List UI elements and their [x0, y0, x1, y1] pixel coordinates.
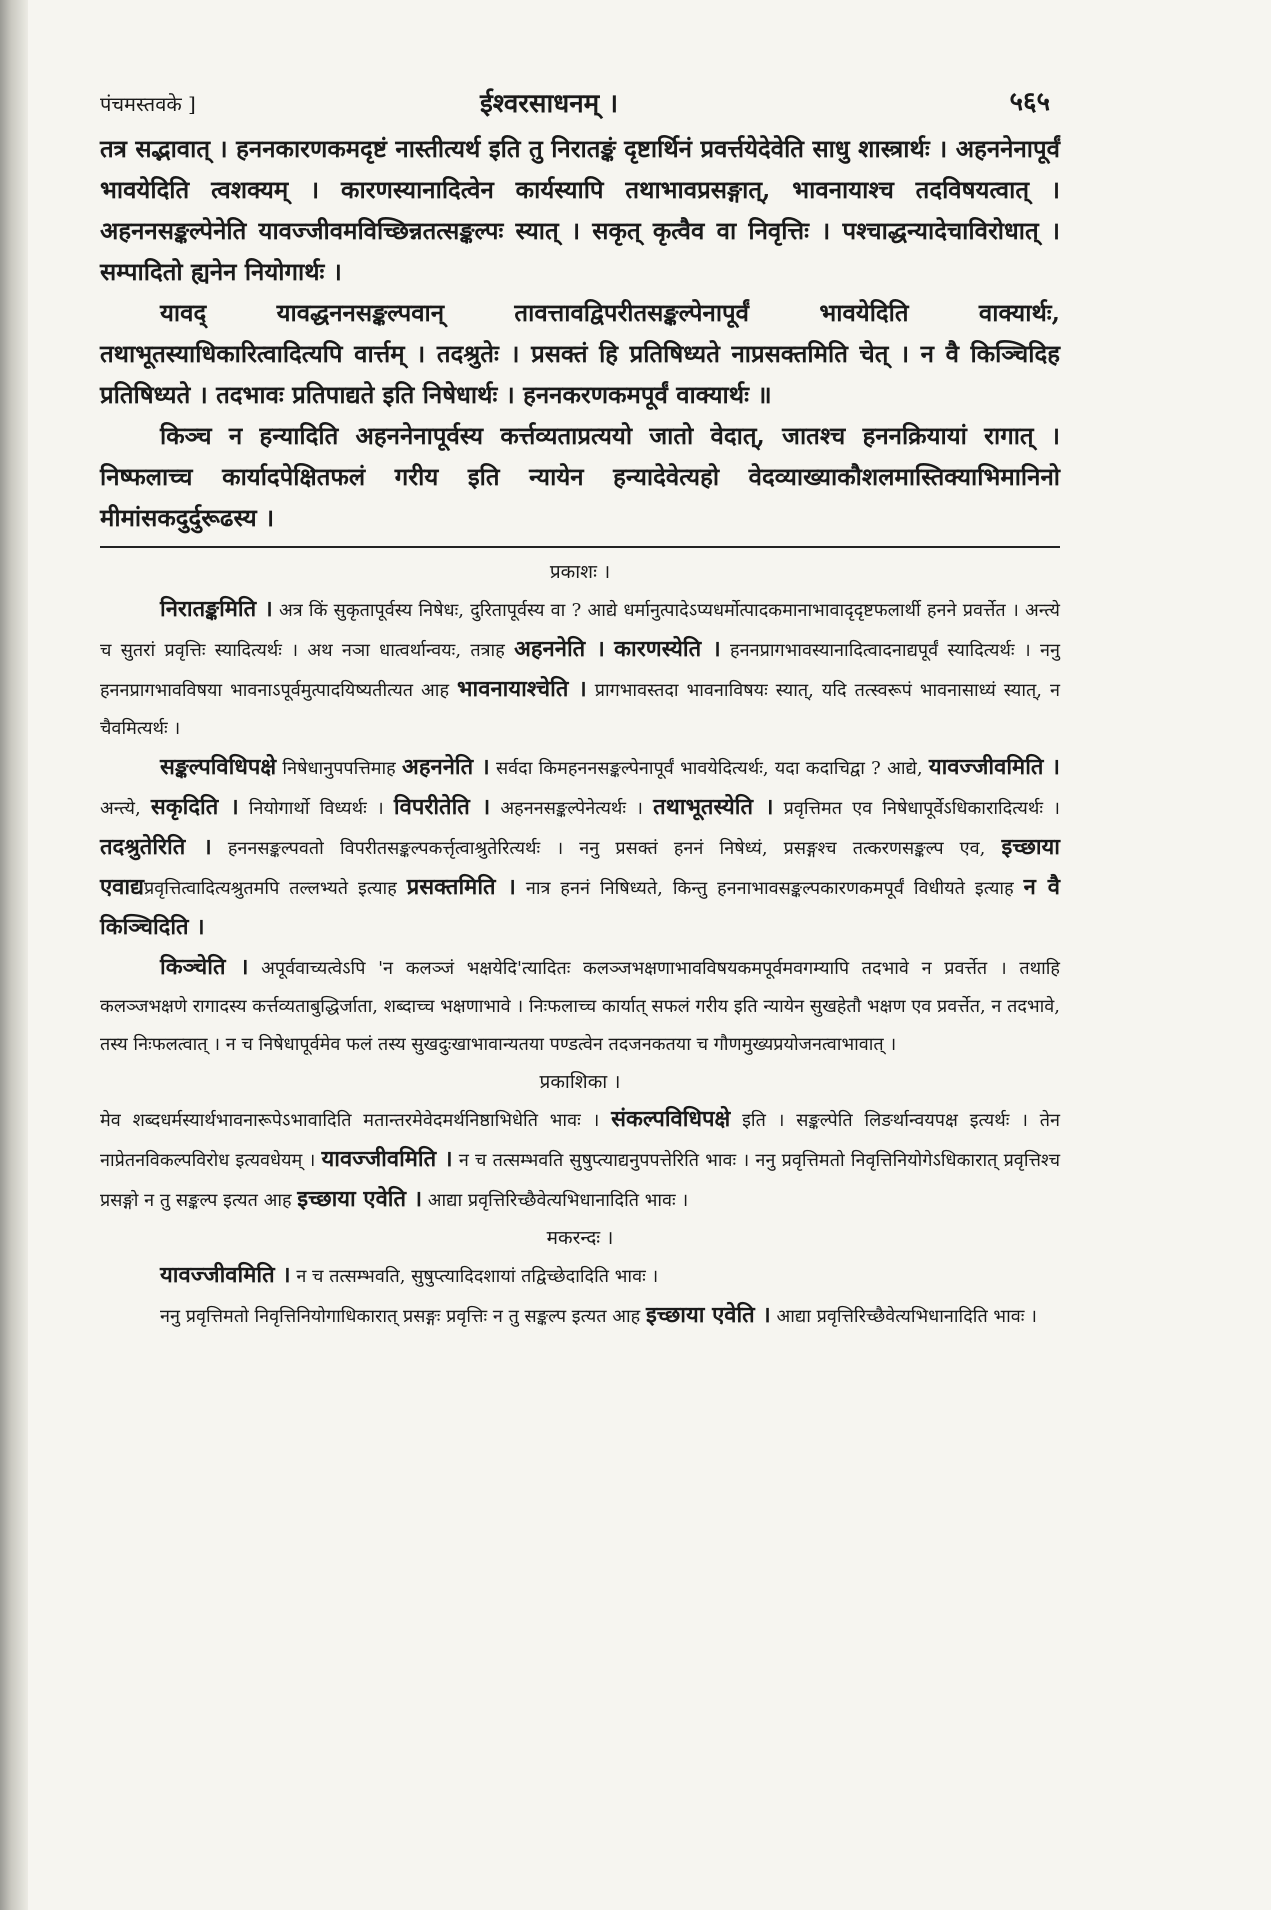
- keyword: प्रसक्तमिति ।: [406, 874, 516, 900]
- text-run: अपूर्ववाच्यत्वेऽपि 'न कलञ्जं भक्षयेदि'त्यादितः कलञ्जभक्षणाभावविषयकमपूर्वमवगम्यापि तदभावे न प्रवर्त्तेत । तथाहि कलञ्जभक्षणे रागादस्य कर्त्तव्यताबुद्धिर्जाता, शब्दाच्च भक्षणाभावे । निःफलाच्च कार्यात् सफलं गरीय इति न्यायेन सुखहेतौ भक्षण एव प्रवर्त्तेत, न तदभावे, तस्य निःफलत्वात् । न च निषेधापूर्वमेव फलं तस्य सुखदुःखाभावान्यतया पण्डत्वेन तदजनकतया च गौणमुख्यप्रयोजनत्वाभावात् ।: [100, 958, 1060, 1055]
- keyword: यावज्जीवमिति ।: [160, 1262, 291, 1288]
- text-run: प्रागभावस्तदा भावनाविषयः स्यात्, यदि तत्स्वरूपं भावनासाध्यं स्यात्, न चैवमित्यर्थः ।: [100, 680, 1060, 739]
- text-run: नात्र हननं निषिध्यते, किन्तु हननाभावसङ्कल्पकारणकमपूर्वं विधीयते इत्याह: [515, 878, 1024, 899]
- text-run: न च तत्सम्भवति, सुषुप्त्यादिदशायां तद्विच्छेदादिति भावः ।: [290, 1266, 659, 1287]
- keyword: यावज्जीवमिति ।: [928, 754, 1060, 780]
- text-run: अत्र किं सुकृतापूर्वस्य निषेधः, दुरितापूर्वस्य वा ? आद्ये धर्मानुत्पादेऽप्यधर्मोत्पादकमानाभावादृदृष्टफलार्थी हनने प्रवर्त्तेत । अन्त्ये च सुतरां प्रवृत्तिः स्यादित्यर्थः । अथ नञा धात्वर्थान्वयः, तत्राह: [100, 600, 1060, 661]
- keyword: विपरीतेति ।: [393, 794, 491, 820]
- keyword: न वै किञ्चिदिति ।: [100, 874, 1060, 940]
- prakasha-paragraph-2: [100, 748, 1060, 948]
- keyword: अहननेति ।: [514, 636, 605, 662]
- prakasha-paragraph-3: [100, 948, 1060, 1064]
- text-run: अन्त्ये,: [100, 798, 151, 819]
- page-binding-edge: [0, 0, 28, 1910]
- keyword: संकल्पविधिपक्षे: [611, 1106, 731, 1132]
- text-run: मेव शब्दधर्मस्यार्थभावनारूपेऽभावादिति मतान्तरमेवेदमर्थनिष्ठाभिधेति भावः ।: [100, 1110, 612, 1131]
- prakashika-paragraph-1: [100, 1100, 1060, 1220]
- keyword: किञ्चेति ।: [160, 954, 249, 980]
- keyword: तदश्रुतेरिति ।: [100, 834, 212, 860]
- text-run: आद्या प्रवृत्तिरिच्छैवेत्यभिधानादिति भावः ।: [770, 1306, 1037, 1327]
- text-run: हननप्रागभावस्यानादित्वादनाद्यपूर्वं स्यादित्यर्थः । ननु हननप्रागभावविषया भावनाऽपूर्वमुत्पादयिष्यतीत्यत आह: [100, 640, 1060, 701]
- text-run: हननसङ्कल्पवतो विपरीतसङ्कल्पकर्त्तृत्वाश्रुतेरित्यर्थः । ननु प्रसक्तं हननं निषेध्यं, प्रसङ्गश्च तत्करणसङ्कल्प एव,: [211, 838, 1002, 859]
- prakasha-commentary: [100, 590, 1060, 1064]
- bottom-margin: [100, 1336, 1060, 1356]
- text-run: सर्वदा किमहननसङ्कल्पेनापूर्वं भावयेदित्यर्थः, यदा कदाचिद्वा ? आद्ये,: [489, 758, 929, 779]
- text-run: नियोगार्थो विध्यर्थः ।: [238, 798, 394, 819]
- keyword: इच्छाया एवाद्य: [100, 834, 1060, 900]
- keyword: निरातङ्कमिति ।: [160, 596, 273, 622]
- keyword: सङ्कल्पविधिपक्षे: [160, 754, 277, 780]
- keyword: अहननेति ।: [402, 754, 490, 780]
- main-paragraph-1: तत्र सद्भावात् । हननकारणकमदृष्टं नास्तीत्यर्थ इति तु निरातङ्कं दृष्टार्थिनं प्रवर्त्तयेदेवेति साधु शास्त्रार्थः । अहननेनापूर्वं भावयेदिति त्वशक्यम् । कारणस्यानादित्वेन कार्यस्यापि तथाभावप्रसङ्गात्, भावनायाश्च तदविषयत्वात् । अहननसङ्कल्पेनेति यावज्जीवमविच्छिन्नतत्सङ्कल्पः स्यात् । सकृत् कृत्वैव वा निवृत्तिः । पश्चाद्धन्यादेचाविरोधात् । सम्पादितो ह्यनेन नियोगार्थः ।: [100, 134, 1060, 286]
- divider-rule: [100, 546, 1060, 548]
- makaranda-commentary: [100, 1256, 1060, 1336]
- prakashika-commentary: [100, 1100, 1060, 1220]
- page: [100, 78, 1060, 1356]
- page-number: ५६५: [1009, 87, 1050, 117]
- chapter-label: पंचमस्तवके ]: [100, 92, 196, 116]
- prakasha-heading: प्रकाशः ।: [549, 561, 611, 583]
- keyword: तथाभूतस्येति ।: [653, 794, 774, 820]
- keyword: सकृदिति ।: [150, 794, 239, 820]
- text-run: न च तत्सम्भवति सुषुप्त्याद्यनुपपत्तेरिति भावः । ननु प्रवृत्तिमतो निवृत्तिनियोगेऽधिकारात् प्रवृत्तिश्च प्रसङ्गो न तु सङ्कल्प इत्यत आह: [100, 1150, 1060, 1211]
- running-head: [100, 78, 1060, 128]
- main-text: [100, 128, 1060, 538]
- text-run: प्रवृत्तित्वादित्यश्रुतमपि तल्लभ्यते इत्याह: [143, 878, 407, 899]
- keyword: यावज्जीवमिति ।: [321, 1146, 453, 1172]
- text-run: आद्या प्रवृत्तिरिच्छैवेत्यभिधानादिति भावः ।: [422, 1190, 689, 1211]
- text-run: प्रवृत्तिमत एव निषेधापूर्वेऽधिकारादित्यर्थः ।: [773, 798, 1060, 819]
- text-run: इति । सङ्कल्पेति लिङर्थान्वयपक्ष इत्यर्थः । तेन नाप्रेतनविकल्पविरोध इत्यवधेयम् ।: [100, 1110, 1060, 1171]
- makaranda-paragraph-2: [100, 1296, 1060, 1336]
- prakasha-paragraph-1: [100, 590, 1060, 748]
- keyword: इच्छाया एवेति ।: [297, 1186, 423, 1212]
- text-run: अहननसङ्कल्पेनेत्यर्थः ।: [490, 798, 654, 819]
- makaranda-heading: मकरन्दः ।: [546, 1227, 614, 1249]
- text-run: [605, 640, 614, 661]
- page-title: ईश्वरसाधनम् ।: [480, 89, 619, 119]
- makaranda-paragraph-1: [100, 1256, 1060, 1296]
- text-run: ननु प्रवृत्तिमतो निवृत्तिनियोगाधिकारात् प्रसङ्गः प्रवृत्तिः न तु सङ्कल्प इत्यत आह: [160, 1306, 646, 1327]
- prakashika-heading: प्रकाशिका ।: [539, 1071, 621, 1093]
- text-run: निषेधानुपपत्तिमाह: [276, 758, 403, 779]
- keyword: इच्छाया एवेति ।: [645, 1302, 771, 1328]
- keyword: भावनायाश्चेति ।: [457, 676, 587, 702]
- main-paragraph-3: किञ्च न हन्यादिति अहननेनापूर्वस्य कर्त्तव्यताप्रत्ययो जातो वेदात्, जातश्च हननक्रियायां रागात् । निष्फलाच्च कार्यादपेक्षितफलं गरीय इति न्यायेन हन्यादेवेत्यहो वेदव्याख्याकौशलमास्तिक्याभिमानिनो मीमांसकदुर्दुरूढस्य ।: [100, 421, 1060, 532]
- keyword: कारणस्येति ।: [614, 636, 721, 662]
- main-paragraph-2: यावद् यावद्धननसङ्कल्पवान् तावत्तावद्विपरीतसङ्कल्पेनापूर्वं भावयेदिति वाक्यार्थः, तथाभूतस्याधिकारित्वादित्यपि वार्त्तम् । तदश्रुतेः । प्रसक्तं हि प्रतिषिध्यते नाप्रसक्तमिति चेत् । न वै किञ्चिदिह प्रतिषिध्यते । तदभावः प्रतिपाद्यते इति निषेधार्थः । हननकरणकमपूर्वं वाक्यार्थः ॥: [100, 298, 1060, 409]
